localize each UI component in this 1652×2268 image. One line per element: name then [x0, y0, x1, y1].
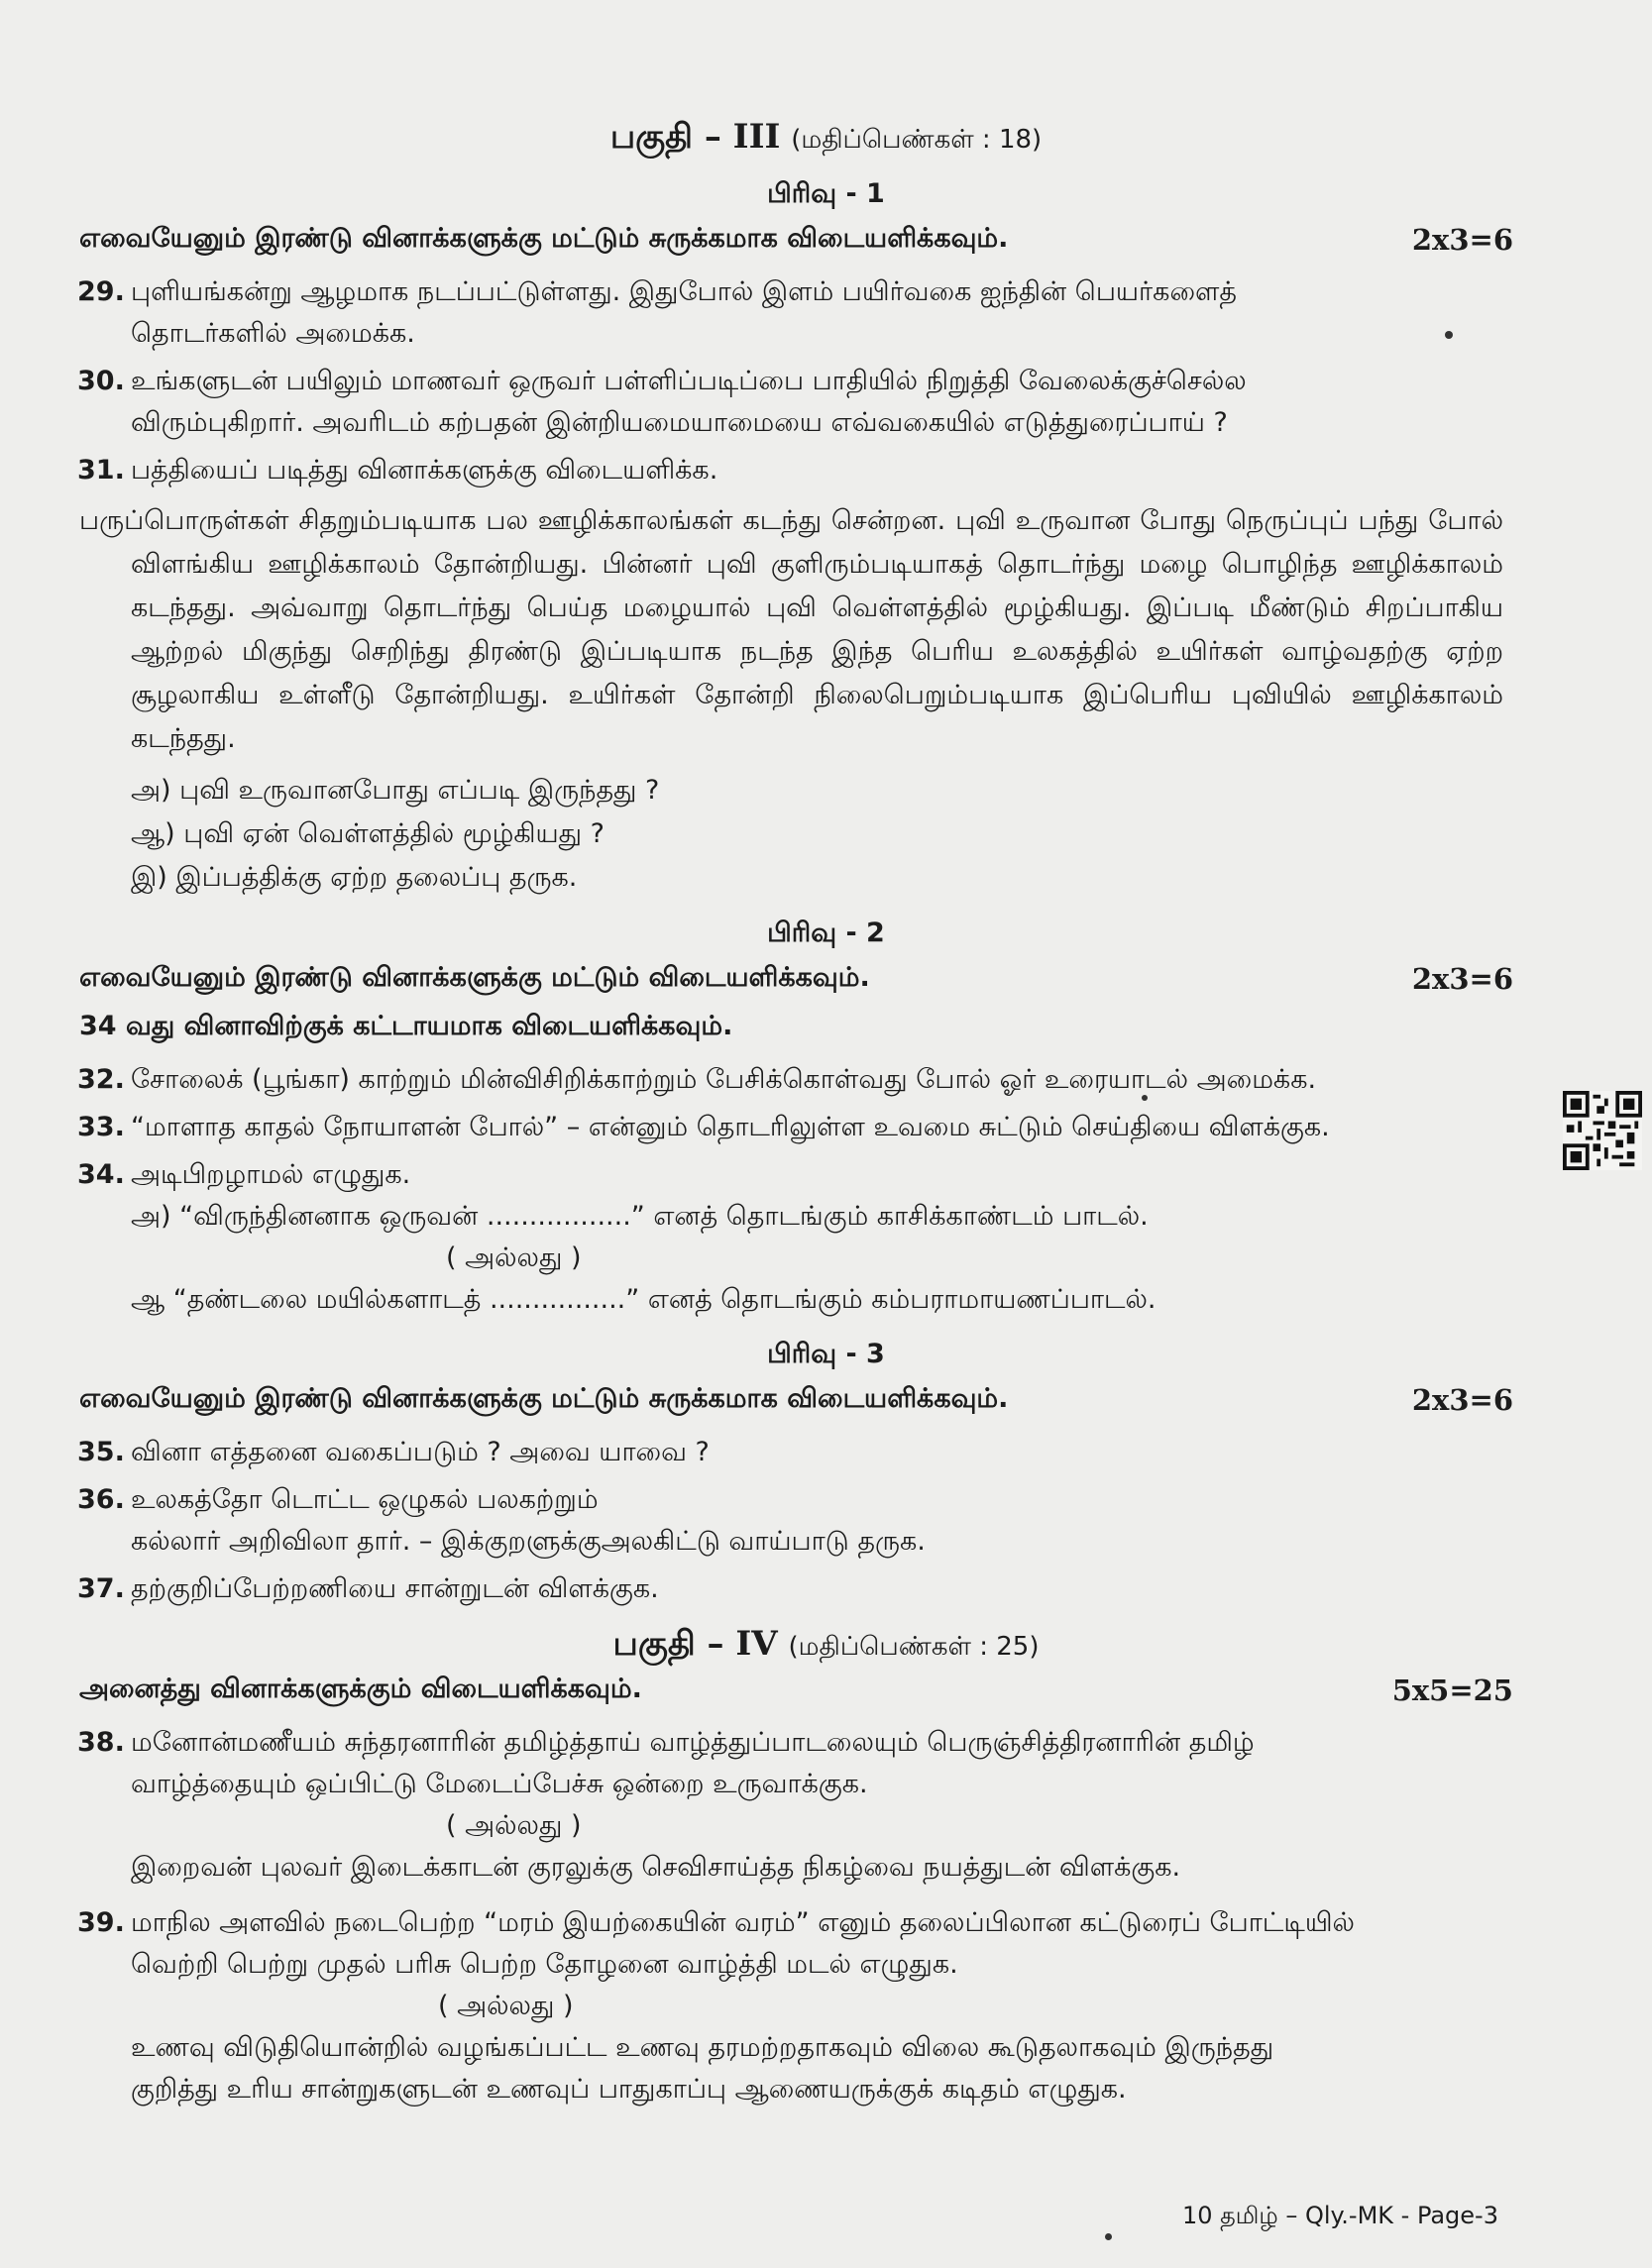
alternative-question-line: குறித்து உரிய சான்றுகளுடன் உணவுப் பாதுகாப்பு ஆணையருக்குக் கடிதம் எழுதுக. — [131, 2074, 1127, 2105]
instruction-text: எவையேனும் இரண்டு வினாக்களுக்கு மட்டும் சுருக்கமாக விடையளிக்கவும். — [79, 1383, 1009, 1414]
part4-header — [0, 1624, 1652, 1668]
qr-code-icon — [1563, 1091, 1642, 1170]
question-number: 30. — [77, 366, 125, 396]
print-speck — [1105, 2233, 1112, 2240]
question-text: வினா எத்தனை வகைப்படும் ? அவை யாவை ? — [131, 1437, 710, 1467]
question-text: “மாளாத காதல் நோயாளன் போல்” – என்னும் தொடரிலுள்ள உவமை சுட்டும் செய்தியை விளக்குக. — [131, 1112, 1330, 1142]
question-37 — [0, 1568, 1652, 1610]
part4-title: பகுதி – IV — [612, 1624, 778, 1664]
question-number: 38. — [77, 1727, 125, 1758]
print-speck — [1142, 1095, 1148, 1101]
division2-mandatory-note — [0, 1011, 1652, 1045]
sub-question-b: ஆ) புவி ஏன் வெள்ளத்தில் மூழ்கியது ? — [131, 818, 605, 849]
score: 2x3=6 — [1411, 962, 1513, 996]
question-text: தற்குறிப்பேற்றணியை சான்றுடன் விளக்குக. — [131, 1573, 659, 1604]
question-34 — [0, 1154, 1652, 1321]
sub-question-c: இ) இப்பத்திக்கு ஏற்ற தலைப்பு தருக. — [131, 862, 578, 893]
question-number: 31. — [77, 455, 125, 486]
instruction-text: அனைத்து வினாக்களுக்கும் விடையளிக்கவும். — [79, 1674, 642, 1704]
option-a: அ) “விருந்தினனாக ஒருவன் .................” எனத் தொடங்கும் காசிக்காண்டம் பாடல். — [131, 1201, 1149, 1232]
question-number: 33. — [77, 1112, 125, 1142]
question-text-line: புளியங்கன்று ஆழமாக நடப்பட்டுள்ளது. இதுபோல் இளம் பயிர்வகை ஐந்தின் பெயர்களைத் — [131, 276, 1237, 307]
question-text-line: மனோன்மணீயம் சுந்தரனாரின் தமிழ்த்தாய் வாழ்த்துப்பாடலையும் பெருஞ்சித்திரனாரின் தமிழ் — [131, 1727, 1255, 1758]
question-text: பத்தியைப் படித்து வினாக்களுக்கு விடையளிக்க. — [131, 455, 718, 486]
question-38 — [0, 1722, 1652, 1889]
page-footer: 10 தமிழ் – Qly.-MK - Page-3 — [1181, 2202, 1498, 2229]
division2-instruction — [0, 962, 1652, 997]
or-label: ( அல்லது ) — [446, 1242, 582, 1273]
question-text-line: வெற்றி பெற்று முதல் பரிசு பெற்ற தோழனை வாழ்த்தி மடல் எழுதுக. — [131, 1949, 958, 1980]
question-32 — [0, 1059, 1652, 1101]
instruction-text: 34 வது வினாவிற்குக் கட்டாயமாக விடையளிக்கவும். — [79, 1011, 733, 1041]
instruction-text: எவையேனும் இரண்டு வினாக்களுக்கு மட்டும் சுருக்கமாக விடையளிக்கவும். — [79, 223, 1009, 254]
reading-passage: பருப்பொருள்கள் சிதறும்படியாக பல ஊழிக்காலங்கள் கடந்து சென்றன. புவி உருவான போது நெருப்புப் பந்து போல் விளங்கிய ஊழிக்காலம் தோன்றியது. பின்னர் புவி குளிரும்படியாகத் தொடர்ந்து மழை பொழிந்த ஊழிக்காலம் கடந்தது. அவ்வாறு தொடர்ந்து பெய்த மழையால் புவி வெள்ளத்தில் மூழ்கியது. இப்படி மீண்டும் சிறப்பாகிய ஆற்றல் மிகுந்து செறிந்து திரண்டு இப்படியாக நடந்த இந்த பெரிய உலகத்தில் உயிர்கள் வாழ்வதற்கு ஏற்ற சூழலாகிய உள்ளீடு தோன்றியது. உயிர்கள் தோன்றி நிலைபெறும்படியாக இப்பெரிய புவியில் ஊழிக்காலம் கடந்தது. — [79, 505, 1503, 754]
question-number: 39. — [77, 1907, 125, 1938]
question-number: 34. — [77, 1159, 125, 1190]
instruction-text: எவையேனும் இரண்டு வினாக்களுக்கு மட்டும் விடையளிக்கவும். — [79, 962, 870, 993]
question-text: சோலைக் (பூங்கா) காற்றும் மின்விசிறிக்காற்றும் பேசிக்கொள்வது போல் ஓர் உரையாடல் அமைக்க. — [131, 1064, 1317, 1095]
question-39 — [0, 1902, 1652, 2110]
part3-header — [0, 117, 1652, 161]
question-text-line: கல்லார் அறிவிலா தார். – இக்குறளுக்குஅலகிட்டு வாய்பாடு தருக. — [131, 1526, 926, 1557]
alternative-question-line: உணவு விடுதியொன்றில் வழங்கப்பட்ட உணவு தரமற்றதாகவும் விலை கூடுதலாகவும் இருந்தது — [131, 2032, 1274, 2063]
alternative-question: இறைவன் புலவர் இடைக்காடன் குரலுக்கு செவிசாய்த்த நிகழ்வை நயத்துடன் விளக்குக. — [131, 1852, 1181, 1883]
question-text-line: உலகத்தோ டொட்ட ஒழுகல் பலகற்றும் — [131, 1484, 599, 1515]
question-number: 36. — [77, 1484, 125, 1515]
part4-instruction — [0, 1674, 1652, 1708]
print-speck — [1445, 331, 1453, 339]
division2-title: பிரிவு - 2 — [767, 918, 885, 948]
question-31 — [0, 450, 1652, 491]
division3-instruction — [0, 1383, 1652, 1418]
part4-marks: (மதிப்பெண்கள் : 25) — [788, 1632, 1040, 1662]
division3-title: பிரிவு - 3 — [767, 1339, 885, 1369]
question-30 — [0, 361, 1652, 444]
question-text: அடிபிறழாமல் எழுதுக. — [131, 1159, 411, 1190]
part3-marks: (மதிப்பெண்கள் : 18) — [791, 125, 1043, 155]
question-text-line: உங்களுடன் பயிலும் மாணவர் ஒருவர் பள்ளிப்படிப்பை பாதியில் நிறுத்தி வேலைக்குச்செல்ல — [131, 366, 1247, 396]
or-label: ( அல்லது ) — [438, 1991, 574, 2021]
question-35 — [0, 1432, 1652, 1473]
question-text-line: விரும்புகிறார். அவரிடம் கற்பதன் இன்றியமையாமையை எவ்வகையில் எடுத்துரைப்பாய் ? — [131, 407, 1228, 438]
part3-title: பகுதி – III — [609, 117, 781, 157]
question-number: 35. — [77, 1437, 125, 1467]
question-number: 32. — [77, 1064, 125, 1095]
or-label: ( அல்லது ) — [446, 1810, 582, 1841]
sub-question-a: அ) புவி உருவானபோது எப்படி இருந்தது ? — [131, 775, 660, 806]
question-number: 29. — [77, 276, 125, 307]
question-29 — [0, 271, 1652, 355]
question-text-line: வாழ்த்தையும் ஒப்பிட்டு மேடைப்பேச்சு ஒன்றை உருவாக்குக. — [131, 1769, 868, 1799]
question-number: 37. — [77, 1573, 125, 1604]
question-text-line: மாநில அளவில் நடைபெற்ற “மரம் இயற்கையின் வரம்” எனும் தலைப்பிலான கட்டுரைப் போட்டியில் — [131, 1907, 1355, 1938]
question-36 — [0, 1479, 1652, 1563]
question-33 — [0, 1107, 1652, 1148]
option-b: ஆ “தண்டலை மயில்களாடத் ................” எனத் தொடங்கும் கம்பராமாயணப்பாடல். — [131, 1284, 1156, 1315]
score: 5x5=25 — [1391, 1674, 1513, 1707]
division1-instruction — [0, 223, 1652, 258]
score: 2x3=6 — [1411, 1383, 1513, 1417]
division1-title: பிரிவு - 1 — [767, 178, 885, 209]
question-text-line: தொடர்களில் அமைக்க. — [131, 318, 415, 349]
score: 2x3=6 — [1411, 223, 1513, 257]
